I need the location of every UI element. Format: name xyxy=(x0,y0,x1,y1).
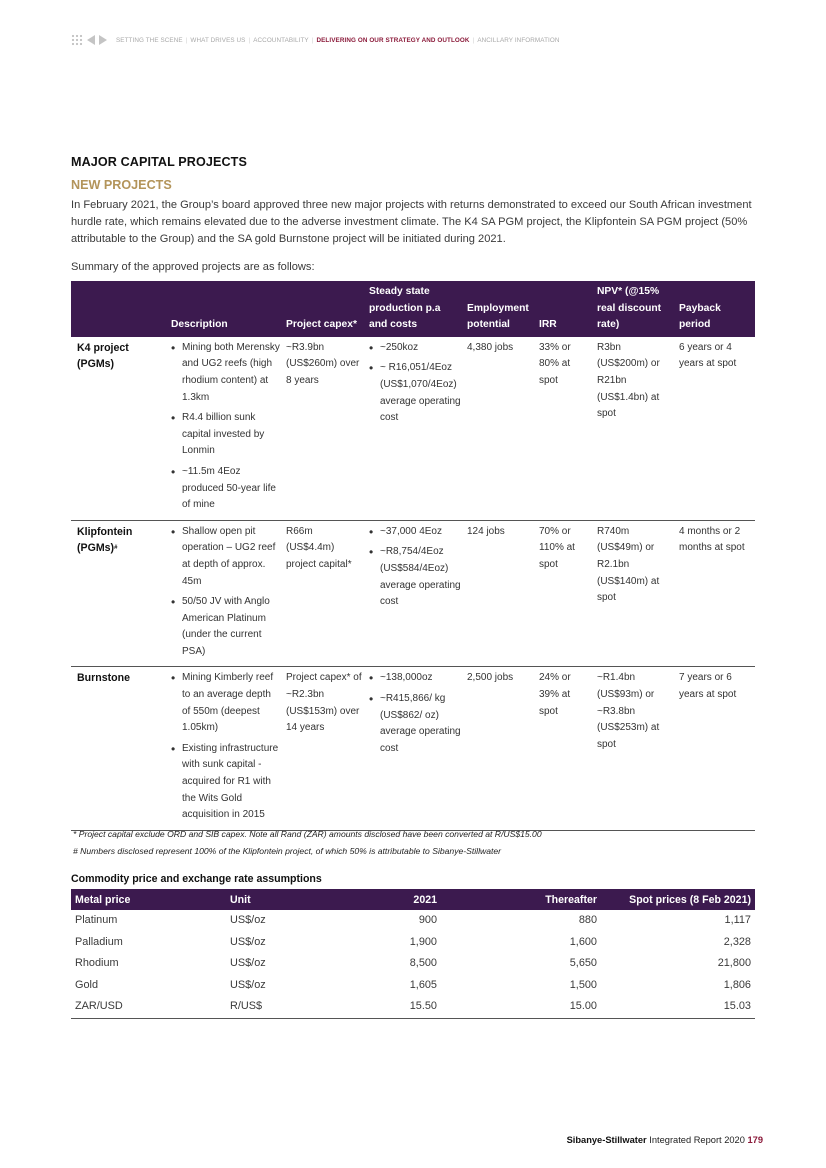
value-2021: 8,500 xyxy=(409,957,437,970)
employment-value: 4,380 jobs xyxy=(467,341,514,353)
nav-separator: | xyxy=(311,36,314,44)
header-irr: IRR xyxy=(536,281,594,337)
commodity-header-row xyxy=(71,889,755,910)
list-item: • ~R8,754/4Eoz (US$584/4Eoz) average operating cost xyxy=(369,544,461,610)
table-row xyxy=(71,932,755,954)
metal-name: Gold xyxy=(75,978,99,991)
employment-value: 2,500 jobs xyxy=(467,672,514,684)
irr-value: 24% or 39% at spot xyxy=(539,672,571,717)
spot-price: 1,117 xyxy=(724,914,751,926)
summary-line: Summary of the approved projects are as follows: xyxy=(71,261,315,273)
table-row xyxy=(71,667,755,830)
list-item: • ~11.5m 4Eoz produced 50-year life of mine xyxy=(171,464,280,514)
capex-cell xyxy=(283,337,366,520)
spot-price: 21,800 xyxy=(717,957,751,970)
header-production: Steady state production p.a and costs xyxy=(366,281,464,337)
spot-price: 2,328 xyxy=(723,935,751,948)
table-row xyxy=(71,953,755,975)
table-row xyxy=(71,910,755,932)
list-item: • Existing infrastructure with sunk capital - acquired for R1 with the Wits Gold acquisition in 2015 xyxy=(171,741,280,824)
list-item: • ~R415,866/ kg (US$862/ oz) average operating cost xyxy=(369,691,461,757)
npv-value: R740m (US$49m) or R2.1bn (US$140m) at spot xyxy=(597,525,660,604)
header-2021: 2021 xyxy=(326,889,441,910)
header-npv: NPV* (@15% real discount rate) xyxy=(594,281,676,337)
capex-cell xyxy=(283,520,366,667)
footer-brand: Sibanye-Stillwater xyxy=(566,1135,647,1145)
production-cell-list xyxy=(369,670,461,757)
list-item: • ~ R16,051/4Eoz (US$1,070/4Eoz) average operating cost xyxy=(369,360,461,426)
table-row xyxy=(71,996,755,1018)
npv-cell xyxy=(594,667,676,830)
metal-name: ZAR/USD xyxy=(71,996,226,1018)
employment-cell xyxy=(464,337,536,520)
payback-value: 6 years or 4 years at spot xyxy=(679,341,737,370)
nav-accountability[interactable]: ACCOUNTABILITY xyxy=(253,36,309,44)
list-item: • 50/50 JV with Anglo American Platinum (under the current PSA) xyxy=(171,594,280,660)
unit-value: US$/oz xyxy=(230,935,266,948)
list-item: • Mining Kimberly reef to an average depth of 550m (deepest 1.05km) xyxy=(171,670,280,736)
unit-value: US$/oz xyxy=(230,914,266,926)
value-2021: 1,900 xyxy=(409,935,437,948)
header-description: Description xyxy=(168,281,283,337)
payback-value: 7 years or 6 years at spot xyxy=(679,672,737,701)
list-item: • Shallow open pit operation – UG2 reef at depth of approx. 45m xyxy=(171,524,280,590)
list-item: • ~37,000 4Eoz xyxy=(369,524,461,541)
header-spot-prices: Spot prices (8 Feb 2021) xyxy=(601,889,755,910)
capex-value: Project capex* of ~R2.3bn (US$153m) over 14 years xyxy=(286,672,362,734)
next-arrow-icon[interactable] xyxy=(99,35,107,45)
production-cell xyxy=(366,337,464,520)
header-payback: Payback period xyxy=(676,281,755,337)
npv-cell xyxy=(594,520,676,667)
irr-value: 70% or 110% at spot xyxy=(539,525,575,570)
projects-table xyxy=(71,281,755,831)
grid-menu-icon[interactable] xyxy=(71,34,83,46)
footnote-capex: * Project capital exclude ORD and SIB capex. Note all Rand (ZAR) amounts disclosed have been converted at R/US$15.00 xyxy=(73,829,542,839)
footer-report: Integrated Report 2020 xyxy=(649,1135,745,1145)
project-name: K4 project (PGMs) xyxy=(77,341,129,371)
metal-name: Rhodium xyxy=(75,957,119,970)
metal-name: Palladium xyxy=(75,935,123,948)
metal-name: Platinum xyxy=(75,914,118,926)
description-cell-list xyxy=(171,524,280,661)
intro-paragraph: In February 2021, the Group’s board approved three new major projects with returns demonstrated to exceed our South African investment hurdle rate, which remains elevated due to the adverse investment climate. The K4 SA PGM project, the Klipfontein SA PGM project (50% attributable to the Group) and the SA gold Burnstone project will be initiated during 2021. xyxy=(71,199,752,246)
project-name-cell xyxy=(71,667,168,830)
npv-cell xyxy=(594,337,676,520)
section-title: MAJOR CAPITAL PROJECTS xyxy=(71,155,247,169)
production-cell-list xyxy=(369,340,461,427)
description-cell-list xyxy=(171,340,280,514)
unit-value: US$/oz xyxy=(230,978,266,991)
list-item: • Mining both Merensky and UG2 reefs (high rhodium content) at 1.3km xyxy=(171,340,280,406)
commodity-table-title: Commodity price and exchange rate assumptions xyxy=(71,873,322,885)
top-navigation xyxy=(71,33,563,47)
employment-value: 124 jobs xyxy=(467,525,505,537)
previous-arrow-icon[interactable] xyxy=(87,35,95,45)
value-2021: 1,605 xyxy=(409,978,437,991)
production-cell-list xyxy=(369,524,461,611)
table-row xyxy=(71,975,755,997)
value-thereafter: 5,650 xyxy=(569,957,597,970)
nav-separator: | xyxy=(472,36,475,44)
payback-value: 4 months or 2 months at spot xyxy=(679,525,745,554)
capex-value: R66m (US$4.4m) project capital* xyxy=(286,525,352,570)
commodity-table xyxy=(71,889,755,1019)
payback-cell xyxy=(676,337,755,520)
npv-value: R3bn (US$200m) or R21bn (US$1.4bn) at spot xyxy=(597,341,660,420)
page-footer xyxy=(567,1135,763,1145)
section-subtitle: NEW PROJECTS xyxy=(71,178,172,192)
table-row xyxy=(71,520,755,667)
page-number: 179 xyxy=(747,1135,763,1145)
project-name: Klipfontein (PGMs) xyxy=(77,525,133,555)
footnote-klipfontein: # Numbers disclosed represent 100% of the Klipfontein project, of which 50% is attributable to Sibanye-Stillwater xyxy=(73,846,502,856)
project-name-cell xyxy=(71,337,168,520)
irr-cell xyxy=(536,337,594,520)
header-metal-price: Metal price xyxy=(71,889,226,910)
value-thereafter: 1,600 xyxy=(569,935,597,948)
employment-cell xyxy=(464,520,536,667)
projects-header-row xyxy=(71,281,755,337)
description-cell xyxy=(168,337,283,520)
description-cell xyxy=(168,667,283,830)
description-cell-list xyxy=(171,670,280,823)
nav-separator: | xyxy=(248,36,251,44)
employment-cell xyxy=(464,667,536,830)
header-project xyxy=(71,281,168,337)
value-thereafter: 15.00 xyxy=(441,996,601,1018)
irr-value: 33% or 80% at spot xyxy=(539,341,571,386)
list-item: • ~138,000oz xyxy=(369,670,461,687)
project-name: Burnstone xyxy=(77,672,130,685)
table-row xyxy=(71,337,755,520)
spot-price: 1,806 xyxy=(723,978,751,991)
payback-cell xyxy=(676,667,755,830)
list-item: • R4.4 billion sunk capital invested by Lonmin xyxy=(171,410,280,460)
nav-setting-the-scene[interactable]: SETTING THE SCENE xyxy=(116,36,183,44)
header-employment: Employment potential xyxy=(464,281,536,337)
value-thereafter: 880 xyxy=(578,914,597,926)
project-name-cell xyxy=(71,520,168,667)
nav-ancillary-information[interactable]: ANCILLARY INFORMATION xyxy=(477,36,560,44)
header-unit: Unit xyxy=(226,889,326,910)
irr-cell xyxy=(536,520,594,667)
value-thereafter: 1,500 xyxy=(569,978,597,991)
payback-cell xyxy=(676,520,755,667)
production-cell xyxy=(366,667,464,830)
irr-cell xyxy=(536,667,594,830)
spot-price: 15.03 xyxy=(601,996,755,1018)
value-2021: 15.50 xyxy=(326,996,441,1018)
npv-value: ~R1.4bn (US$93m) or ~R3.8bn (US$253m) at spot xyxy=(597,672,660,750)
capex-value: ~R3.9bn (US$260m) over 8 years xyxy=(286,341,360,386)
nav-delivering-on-strategy[interactable]: DELIVERING ON OUR STRATEGY AND OUTLOOK xyxy=(316,36,470,44)
header-capex: Project capex* xyxy=(283,281,366,337)
unit-value: R/US$ xyxy=(226,996,326,1018)
nav-separator: | xyxy=(185,36,188,44)
production-cell xyxy=(366,520,464,667)
description-cell xyxy=(168,520,283,667)
nav-what-drives-us[interactable]: WHAT DRIVES US xyxy=(190,36,246,44)
unit-value: US$/oz xyxy=(230,957,266,970)
header-thereafter: Thereafter xyxy=(441,889,601,910)
capex-cell xyxy=(283,667,366,830)
list-item: • ~250koz xyxy=(369,340,461,357)
project-name-mark: # xyxy=(114,545,118,552)
value-2021: 900 xyxy=(418,914,437,926)
